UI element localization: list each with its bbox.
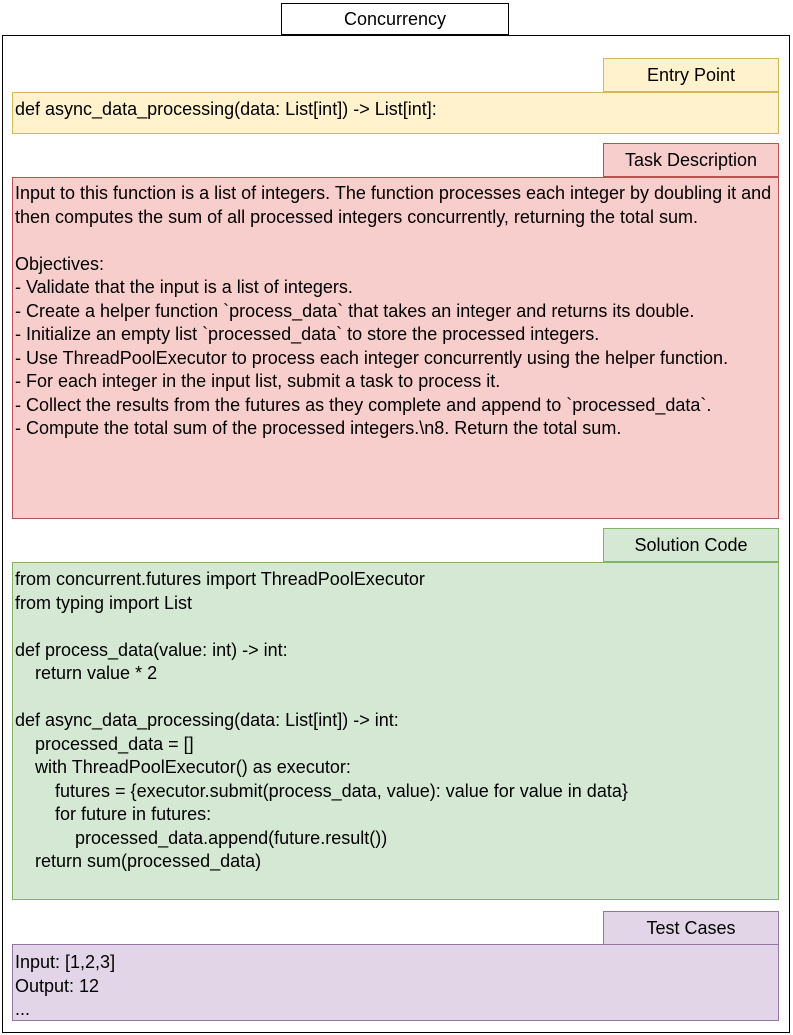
test-cases-label: Test Cases: [603, 911, 779, 945]
diagram-title: Concurrency: [281, 3, 509, 35]
solution-code-box: from concurrent.futures import ThreadPoolExecutor from typing import List def process_data(value: int) -> int: return value * 2 def async_data_processing(data: List[int]) -> int: processed_data = [] with ThreadPoolExecutor() as executor: futures = {executor.submit(process_data, value): value for value in data} for future in futures: processed_data.append(future.result()) return sum(processed_data): [12, 562, 779, 900]
task-description-label: Task Description: [603, 143, 779, 177]
entry-point-box: def async_data_processing(data: List[int]) -> List[int]:: [12, 92, 779, 134]
solution-code-label: Solution Code: [603, 528, 779, 562]
entry-point-label: Entry Point: [603, 58, 779, 92]
task-description-box: Input to this function is a list of integers. The function processes each integer by doubling it and then computes the sum of all processed integers concurrently, returning the total sum. Objectives: - Validate that the input is a list of integers. - Create a helper function `process_data` that takes an integer and returns its double. - Initialize an empty list `processed_data` to store the processed integers. - Use ThreadPoolExecutor to process each integer concurrently using the helper function. - For each integer in the input list, submit a task to process it. - Collect the results from the futures as they complete and append to `processed_data`. - Compute the total sum of the processed integers.\n8. Return the total sum.: [12, 177, 779, 519]
test-cases-box: Input: [1,2,3] Output: 12 ...: [12, 944, 779, 1021]
